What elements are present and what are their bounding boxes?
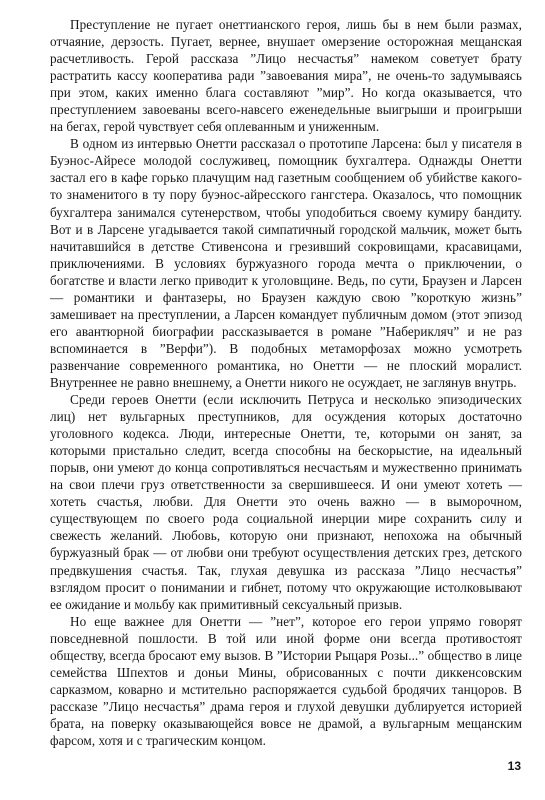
- body-text: [50, 16, 522, 749]
- page-number: 13: [507, 759, 521, 773]
- paragraph-3: Среди героев Онетти (если исключить Петруса и несколько эпизодических лиц) нет вульгарных преступников, для осуждения которых достаточно уголовного кодекса. Люди, интересные Онетти, те, которыми он занят, за которыми пристально следит, всегда способны на бескорыстие, на идеальный порыв, они умеют до конца сопротивляться несчастьям и мужественно принимать на свои плечи груз ответственности за свершившееся. И они умеют хотеть — хотеть счастья, любви. Для Онетти это очень важно — в выморочном, существующем по своего рода социальной инерции мире сохранить силу и свежесть желаний. Любовь, которую они признают, непохожа на обычный буржуазный брак — от любви они требуют осуществления детских грез, детского предвкушения счастья. Так, глухая девушка из рассказа ”Лицо несчастья” взглядом просит о понимании и гибнет, потому что окружающие истолковывают ее ожидание и мольбу как примитивный сексуальный призыв.: [50, 392, 522, 612]
- paragraph-1: Преступление не пугает онеттианского героя, лишь бы в нем были размах, отчаяние, дерзость. Пугает, вернее, внушает омерзение осторожная мещанская расчетливость. Герой рассказа ”Лицо несчастья” намеком советует брату растратить кассу кооператива ради ”завоевания мира”, не очень-то задумываясь при этом, каких именно блага составляют ”мир”. Но когда оказывается, что преступлением завоеваны всего-навсего еженедельные выигрыши и проигрыши на бегах, герой чувствует себя оплеванным и униженным.: [50, 17, 522, 135]
- paragraph-4: Но еще важнее для Онетти — ”нет”, которое его герои упрямо говорят повседневной пошлости. В той или иной форме они всегда противостоят обществу, всегда бросают ему вызов. В ”Истории Рыцаря Розы...” общество в лице семейства Шпехтов и доньи Мины, обрисованных с почти диккенсовским сарказмом, коварно и мстительно распоряжается судьбой бродячих танцоров. В рассказе ”Лицо несчастья” драма героя и глухой девушки дублируется историей брата, на поверку оказывающейся вовсе не драмой, а вульгарным мещанским фарсом, хотя и с трагическим концом.: [50, 613, 522, 748]
- paragraph-2: В одном из интервью Онетти рассказал о прототипе Ларсена: был у писателя в Буэнос-Айресе молодой сослуживец, помощник бухгалтера. Однажды Онетти застал его в кафе горько плачущим над газетным сообщением об убийстве какого-то знаменитого в ту пору буэнос-айресского гангстера. Оказалось, что помощник бухгалтера занимался сутенерством, чтобы уподобиться своему кумиру бандиту. Вот и в Ларсене угадывается такой симпатичный городской мальчик, может быть начитавшийся в детстве Стивенсона и грезивший сокровищами, красавицами, приключениями. В условиях буржуазного города мечта о приключении, о богатстве и власти легко приводит к уголовщине. Ведь, по сути, Браузен и Ларсен — романтики и фантазеры, но Браузен каждую свою ”короткую жизнь” замешивает на преступлении, а Ларсен командует публичным домом (этот эпизод его авантюрной биографии рассказывается в романе ”Наберикляч” и не раз вспоминается в ”Верфи”). В подобных метаморфозах можно усмотреть развенчание современного романтика, но Онетти — не плоский моралист. Внутреннее не равно внешнему, а Онетти никого не осуждает, не заглянув внутрь.: [50, 136, 522, 390]
